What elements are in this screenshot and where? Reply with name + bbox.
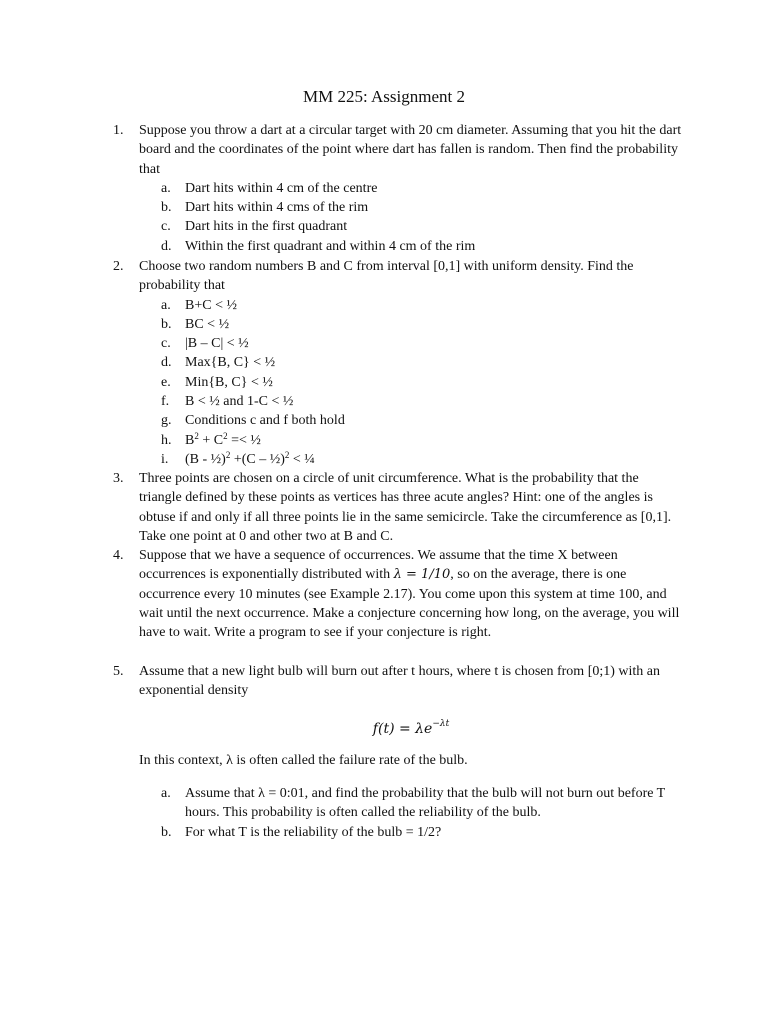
question-text: Suppose that we have a sequence of occurrences. We assume that the time X between occurrences is exponentially distributed with λ = 1/10, so on the average, there is one occurrence every 10 minutes (see Example 2.17). You come upon this system at time 100, and wait until the next occurrence. Make a conjecture concerning how long, on the average, you will have to wait. Write a program to see if your conjecture is right. bbox=[139, 548, 680, 641]
sub-text: |B – C| < ½ bbox=[185, 336, 249, 352]
sub-letter: a. bbox=[161, 180, 171, 196]
sub-question bbox=[139, 217, 683, 236]
sub-letter: c. bbox=[161, 336, 171, 352]
question-number: 5. bbox=[113, 664, 124, 679]
density-formula: $f(t) = \lambda e^{-\lambda t}$ bbox=[372, 718, 450, 737]
sub-text: BC < ½ bbox=[185, 316, 230, 332]
sub-text: (B - ½)$^2$ +(C – ½)$^2$ < ¼ bbox=[185, 449, 315, 467]
sub-text: Within the first quadrant and within 4 cm of the rim bbox=[185, 238, 476, 254]
sub-text: Dart hits in the first quadrant bbox=[185, 219, 348, 235]
question-5 bbox=[113, 662, 683, 842]
sub-question-list bbox=[139, 296, 683, 470]
sub-question bbox=[139, 431, 683, 450]
question-number: 3. bbox=[113, 471, 124, 486]
question-1 bbox=[113, 121, 683, 256]
sub-letter: b. bbox=[161, 824, 172, 840]
sub-text: $B^2 + C^2$ =< ½ bbox=[185, 430, 261, 448]
sub-question bbox=[139, 334, 683, 353]
sub-text: Max{B, C} < ½ bbox=[185, 355, 276, 371]
sub-question bbox=[139, 296, 683, 315]
sub-question bbox=[139, 411, 683, 430]
sub-letter: c. bbox=[161, 219, 171, 235]
sub-question bbox=[139, 784, 683, 823]
question-text: Suppose you throw a dart at a circular target with 20 cm diameter. Assuming that you hit the dart board and the coordinates of the point where dart has fallen is random. Then find the probability that bbox=[139, 123, 682, 177]
sub-letter: h. bbox=[161, 432, 172, 448]
sub-letter: i. bbox=[161, 451, 169, 467]
question-number: 4. bbox=[113, 548, 124, 563]
sub-question-list bbox=[139, 179, 683, 256]
sub-text: Dart hits within 4 cm of the centre bbox=[185, 180, 378, 196]
sub-question bbox=[139, 823, 683, 842]
question-3 bbox=[113, 469, 683, 546]
sub-text: Conditions c and f both hold bbox=[185, 413, 345, 429]
sub-letter: g. bbox=[161, 413, 172, 429]
sub-text: Dart hits within 4 cms of the rim bbox=[185, 200, 369, 216]
context-text: In this context, λ is often called the failure rate of the bulb. bbox=[139, 752, 468, 768]
question-number: 1. bbox=[113, 123, 124, 138]
sub-text: Assume that λ = 0:01, and find the probability that the bulb will not burn out before T hours. This probability is often called the reliability of the bulb. bbox=[185, 786, 665, 821]
question-2 bbox=[113, 257, 683, 469]
page-title: MM 225: Assignment 2 bbox=[303, 87, 465, 106]
sub-letter: b. bbox=[161, 200, 172, 216]
sub-text: B < ½ and 1-C < ½ bbox=[185, 394, 294, 410]
question-number: 2. bbox=[113, 259, 124, 274]
question-text: Three points are chosen on a circle of unit circumference. What is the probability that the triangle defined by these points as vertices has three acute angles? Hint: one of the angles is obtuse if and only if all three points lie in the same semicircle. Take the circumference as [0,1]. Take one point at 0 and other two at B and C. bbox=[139, 471, 672, 544]
sub-question bbox=[139, 179, 683, 198]
sub-question bbox=[139, 198, 683, 217]
sub-letter: d. bbox=[161, 238, 172, 254]
sub-question bbox=[139, 373, 683, 392]
lambda-formula: λ = 1/10 bbox=[393, 567, 451, 583]
sub-letter: b. bbox=[161, 316, 172, 332]
sub-text: For what T is the reliability of the bulb = 1/2? bbox=[185, 824, 442, 840]
sub-question-list bbox=[139, 784, 683, 842]
sub-letter: f. bbox=[161, 394, 170, 410]
sub-letter: d. bbox=[161, 355, 172, 371]
sub-question bbox=[139, 353, 683, 372]
question-text: Assume that a new light bulb will burn out after t hours, where t is chosen from [0;1) with an exponential density bbox=[139, 664, 661, 699]
sub-letter: a. bbox=[161, 786, 171, 802]
sub-question bbox=[139, 450, 683, 469]
sub-letter: e. bbox=[161, 374, 171, 390]
sub-question bbox=[139, 315, 683, 334]
sub-question bbox=[139, 392, 683, 411]
sub-question bbox=[139, 237, 683, 256]
question-4 bbox=[113, 546, 683, 642]
sub-letter: a. bbox=[161, 297, 171, 313]
question-text: Choose two random numbers B and C from interval [0,1] with uniform density. Find the probability that bbox=[139, 259, 634, 294]
sub-text: Min{B, C} < ½ bbox=[185, 374, 273, 390]
sub-text: B+C < ½ bbox=[185, 297, 237, 313]
